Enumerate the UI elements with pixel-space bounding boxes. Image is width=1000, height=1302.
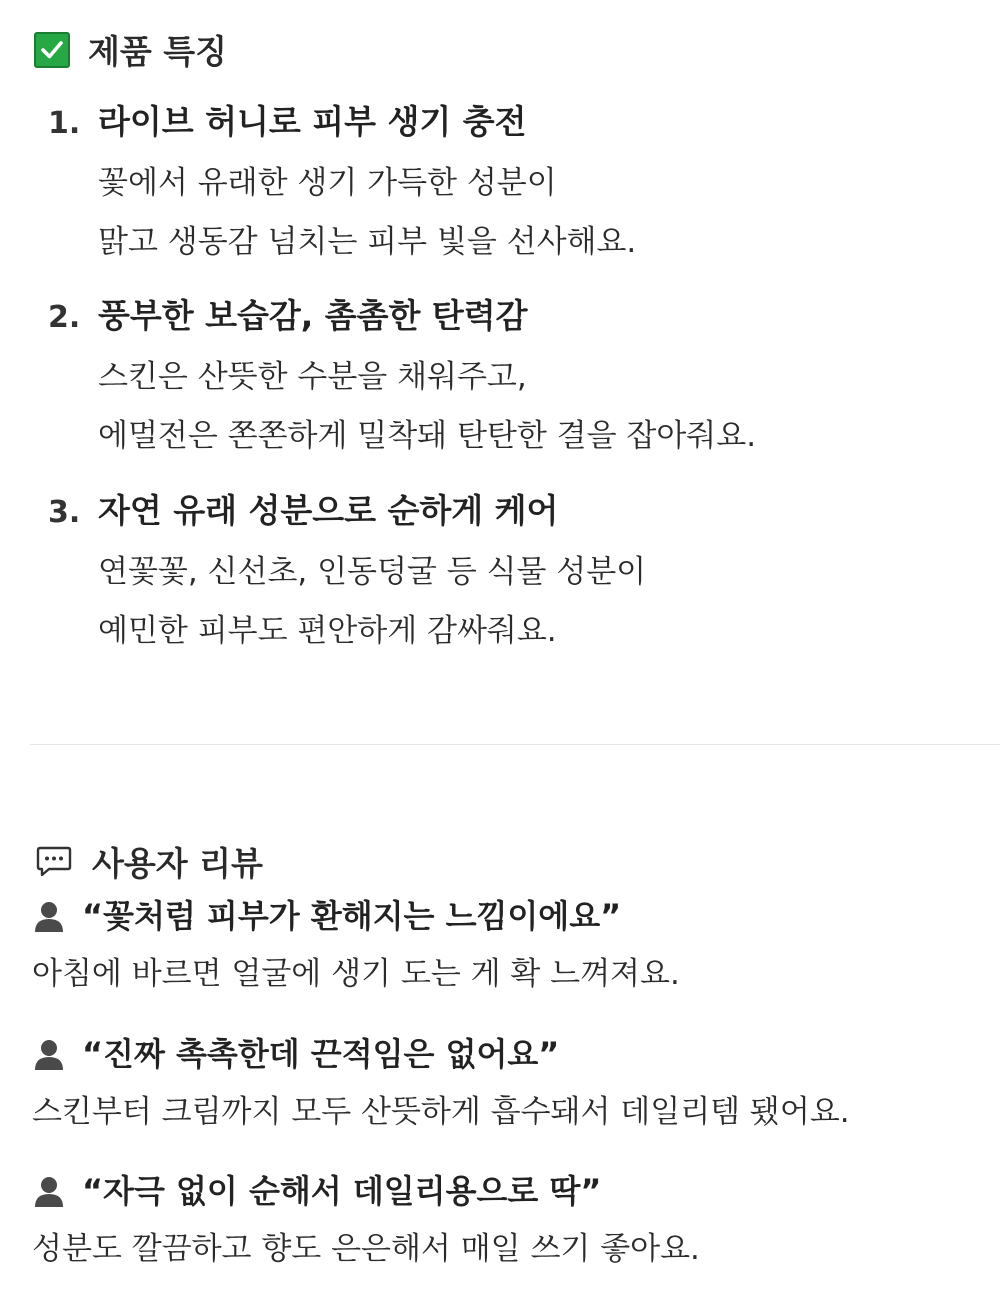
review-body: 성분도 깔끔하고 향도 은은해서 매일 쓰기 좋아요.	[32, 1231, 700, 1267]
feature-description-line: 스킨은 산뜻한 수분을 채워주고,	[98, 359, 527, 395]
feature-number: 2.	[48, 300, 81, 335]
speech-bubble-icon	[34, 842, 74, 882]
feature-heading: 자연 유래 성분으로 순하게 케어	[98, 491, 559, 530]
feature-description-line: 에멀전은 쫀쫀하게 밀착돼 탄탄한 결을 잡아줘요.	[98, 418, 757, 454]
review-quote: “꽃처럼 피부가 환해지는 느낌이에요”	[82, 897, 622, 935]
feature-heading-row	[48, 296, 968, 338]
feature-item	[48, 296, 968, 456]
review-item	[32, 1034, 982, 1132]
reviews-title-text: 사용자 리뷰	[92, 844, 263, 883]
features-title-text: 제품 특징	[88, 32, 228, 71]
check-icon	[34, 32, 70, 68]
feature-description-line: 예민한 피부도 편안하게 감싸줘요.	[98, 613, 557, 649]
user-silhouette-icon	[32, 1173, 66, 1209]
feature-heading-row	[48, 102, 968, 144]
review-item	[32, 896, 982, 994]
review-quote: “자극 없이 순해서 데일리용으로 딱”	[82, 1172, 602, 1210]
feature-item	[48, 102, 968, 262]
feature-description-line: 맑고 생동감 넘치는 피부 빛을 선사해요.	[98, 224, 637, 260]
features-section-title	[34, 26, 227, 73]
review-item	[32, 1171, 982, 1269]
feature-heading: 라이브 허니로 피부 생기 충전	[98, 102, 527, 141]
feature-description-line: 꽃에서 유래한 생기 가득한 성분이	[98, 165, 557, 201]
review-body: 스킨부터 크림까지 모두 산뜻하게 흡수돼서 데일리템 됐어요.	[32, 1094, 850, 1130]
feature-heading-row	[48, 491, 968, 533]
review-heading-row	[32, 896, 982, 936]
user-silhouette-icon	[32, 1036, 66, 1072]
review-heading-row	[32, 1034, 982, 1074]
review-body: 아침에 바르면 얼굴에 생기 도는 게 확 느껴져요.	[32, 956, 680, 992]
feature-description-line: 연꽃꽃, 신선초, 인동덩굴 등 식물 성분이	[98, 554, 647, 590]
feature-item	[48, 491, 968, 651]
feature-number: 3.	[48, 495, 81, 530]
feature-heading: 풍부한 보습감, 촘촘한 탄력감	[98, 296, 528, 335]
feature-number: 1.	[48, 106, 81, 141]
review-quote: “진짜 촉촉한데 끈적임은 없어요”	[82, 1035, 560, 1073]
reviews-section-title	[34, 838, 263, 885]
review-heading-row	[32, 1171, 982, 1211]
section-divider	[30, 744, 1000, 745]
user-silhouette-icon	[32, 898, 66, 934]
